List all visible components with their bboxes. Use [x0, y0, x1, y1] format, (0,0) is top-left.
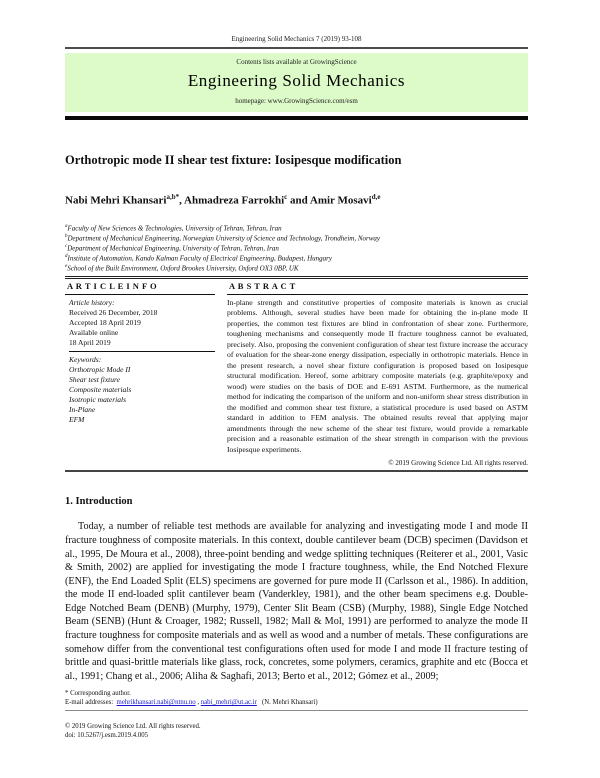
- article-info-abstract-table: [65, 276, 528, 473]
- abstract-copyright: © 2019 Growing Science Ltd. All rights reserved.: [388, 459, 528, 468]
- affiliation-marker: c: [65, 243, 68, 249]
- email-separator: ,: [195, 699, 201, 707]
- keyword-line: Shear test fixture: [69, 374, 120, 384]
- abstract-header: A B S T R A C T: [227, 279, 528, 295]
- keyword-line: EFM: [69, 414, 85, 424]
- history-line: Accepted 18 April 2019: [69, 317, 141, 327]
- masthead-bottom-rule: [65, 116, 528, 120]
- history-line: Received 26 December, 2018: [69, 307, 158, 317]
- affiliation-text: Department of Mechanical Engineering, University of Tehran, Tehran, Iran: [67, 244, 279, 253]
- authors-line: [65, 193, 528, 207]
- author-name-3: Amir Mosavi: [309, 194, 372, 207]
- affiliation-text: Faculty of New Sciences & Technologies, University of Tehran, Tehran, Iran: [67, 223, 282, 232]
- corresponding-author-note: * Corresponding author.: [65, 690, 131, 698]
- email-addresses-line: [65, 699, 528, 708]
- journal-name: Engineering Solid Mechanics: [187, 71, 406, 90]
- email-link-1[interactable]: mehrikhansari.nabi@ntnu.no: [116, 699, 196, 707]
- author-name-1: Nabi Mehri Khansari: [65, 194, 167, 207]
- affiliation-marker: d: [65, 253, 68, 259]
- keyword-line: Composite materials: [69, 384, 132, 394]
- author-separator-1: ,: [179, 194, 185, 207]
- article-history-label: Article history:: [69, 297, 115, 307]
- article-info-body: [65, 295, 215, 425]
- history-line: Available online: [69, 327, 119, 337]
- page-copyright: © 2019 Growing Science Ltd. All rights reserved.: [65, 722, 201, 730]
- section-heading-introduction: 1. Introduction: [65, 496, 133, 508]
- journal-masthead: [65, 53, 528, 112]
- abstract-text: In-plane strength and constitutive properties of composite materials is known as crucial problems. Although, several studies have been made for obtaining the in-plane mode II properties, the common test fixtures are blind in confrontation of shear zone. Furthermore, toughening mechanisms and consequently mode II fracture toughness cannot be evaluated, precisely. Also, proposing the convenient configuration of shear test fixture increase the accuracy of evaluation for the shear-zone energy dissipation, especially in orthotropic materials. Hence in the present research, a novel shear fixture configuration is proposed based on Iosipesque structural modification. Hereof, some arbitrary composite materials (e.g. graphite/epoxy and wood) were studies on the basis of DOE and E-691 ASTM. Furthermore, as the numerical method for indicating the comparison of the uniform and non-uniform shear stress distribution in the modified and common shear test fixture, a statistical procedure is used based on ASTM standard in addition to FEM analysis. The obtained results reveal that applying major amendments through the new scheme of the shear test fixture, would provide a remarkable precision and a reasonable estimation of the shear strength in comparison with the previous Iosipesque experiments.: [227, 297, 528, 454]
- affiliation-marker: b: [65, 233, 68, 239]
- author-affil-marker-1: a,b*: [166, 193, 180, 201]
- header-top-rule: [65, 47, 528, 49]
- contents-available-line: Contents lists available at GrowingScience: [236, 58, 357, 66]
- doi-line: doi: 10.5267/j.esm.2019.4.005: [65, 731, 149, 739]
- keyword-line: In-Plane: [69, 404, 96, 414]
- affiliation-line: [65, 233, 528, 243]
- affiliation-line: [65, 253, 528, 263]
- affiliation-marker: a: [65, 223, 68, 229]
- affiliation-text: Institute of Automation, Kando Kalman Faculty of Electrical Engineering, Budapest, Hungary: [67, 254, 332, 263]
- introduction-paragraph: Today, a number of reliable test methods are available for analyzing and investigating mode I and mode II fracture toughness of composite materials. In this context, double cantilever beam (DCB) specimen (Davidson et al., 1995, De Moura et al., 2008), three-point bending and wedge splitting techniques (Reiterer et al., 2001, Vasic & Smith, 2002) are applied for investigating the mode I fracture toughness, while, the End Notched Flexure (ENF), the End Loaded Split (ELS) specimens are governed for pure mode II (Carlsson et al., 1986). In addition, the mode II end-loaded split cantilever beam (Vanderkley, 1981), and the other beam specimens e.g. Double-Edge Notched Beam (DENB) (Murphy, 1979), Center Slit Beam (CSB) (Murphy, 1988), Single Edge Notched Beam (SENB) (Hunt & Croager, 1982; Russell, 1982; Mall & Mol, 1991) are performed to analyze the mode II fracture toughness for composite materials and as well as wood and a number of metals. These configurations are somehow differ from the conventional test configurations often used for mode I and mode II fracture testing of brittle and quasi-brittle materials like glass, rock, concretes, some polymers, ceramics, graphite and etc (Bocca et al., 1991; Chang et al., 2006; Aliha & Saghafi, 2013; Berto et al., 2012; Gómez et al., 2009;: [65, 521, 528, 682]
- author-separator-2: and: [287, 194, 310, 207]
- keywords-label: Keywords:: [69, 354, 102, 364]
- affiliation-line: [65, 223, 528, 233]
- affiliation-text: Department of Mechanical Engineering, Norwegian University of Science and Technology, Trondheim, Norway: [67, 234, 380, 243]
- affiliations-list: [65, 223, 528, 273]
- page-content: [65, 0, 528, 740]
- email-owner: (N. Mehri Khansari): [256, 699, 318, 707]
- affiliation-line: [65, 243, 528, 253]
- email-label: E-mail addresses:: [65, 699, 117, 707]
- article-title: Orthotropic mode II shear test fixture: Iosipesque modification: [65, 153, 402, 167]
- article-history-block: [69, 298, 215, 352]
- affiliation-marker: e: [65, 263, 68, 269]
- running-head-journal-ref: Engineering Solid Mechanics 7 (2019) 93-108: [231, 35, 362, 43]
- article-info-header: A R T I C L E I N F O: [65, 279, 215, 295]
- keywords-block: [69, 352, 215, 425]
- author-name-2: Ahmadreza Farrokhi: [184, 194, 285, 207]
- footnote-block: [65, 690, 528, 707]
- email-link-2[interactable]: nabi_mehri@ut.ac.ir: [200, 699, 257, 707]
- abstract-panel: [227, 279, 528, 468]
- author-affil-marker-3: d,e: [371, 193, 381, 201]
- keyword-line: Isotropic materials: [69, 394, 127, 404]
- journal-homepage-line: homepage: www.GrowingScience.com/esm: [235, 97, 358, 105]
- affiliation-line: [65, 263, 528, 273]
- footnote-rule: [65, 710, 528, 711]
- article-info-panel: [65, 279, 215, 468]
- author-affil-marker-2: c: [284, 193, 288, 201]
- history-line: 18 April 2019: [69, 337, 111, 347]
- keyword-line: Orthotropic Mode II: [69, 364, 131, 374]
- affiliation-text: School of the Built Environment, Oxford Brookes University, Oxford OX3 0BP, UK: [67, 264, 299, 273]
- page-footer: [65, 722, 528, 740]
